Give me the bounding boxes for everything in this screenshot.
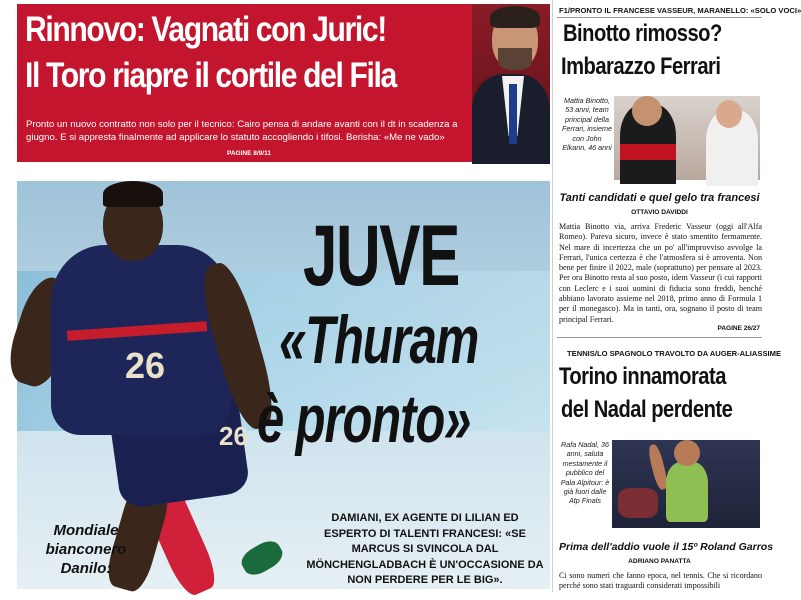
tennis-kicker: TENNIS/LO SPAGNOLO TRAVOLTO DA AUGER-ALIASSIME [567,349,782,358]
right-column [557,0,801,592]
jersey-number: 26 [125,345,166,386]
binotto-elkann-photo [614,96,760,180]
torino-banner[interactable] [17,4,550,162]
main-quote-line-1: «Thuram [279,302,479,378]
f1-headline-2: Imbarazzo Ferrari [561,53,721,80]
column-divider [552,0,553,592]
mondiale-sidebox[interactable]: Mondiale bianconero Danilo: [45,522,127,577]
tennis-byline: ADRIANO PANATTA [628,558,691,565]
f1-subhead: Tanti candidati e quel gelo tra francesi [559,192,760,204]
tennis-headline-2: del Nadal perdente [561,396,733,423]
banner-summary: Pronto un nuovo contratto non solo per il tecnico: Cairo pensa di andare avanti con il dt in scadenza a giugno. E si appresta finalmente ad applicare lo statuto accogliendo i tifosi. Berisha: «Me ne vado» [26,119,458,143]
banner-pages: PAGINE 8/9/11 [227,150,271,157]
agent-quote: DAMIANI, EX AGENTE DI LILIAN ED ESPERTO DI TALENTI FRANCESI: «SE MARCUS SI SVINCOLA DAL MÖNCHENGLADBACH È UN'OCCASIONE DA NON PERDERE PER LE BIG». [306,512,544,586]
tennis-body: Ci sono numeri che fanno epoca, nel tennis. Che si ricordano perché sono stati traguardi considerati impossibili [559,571,762,591]
banner-headline-1: Rinnovo: Vagnati con Juric! [25,10,386,49]
tennis-photo-caption: Rafa Nadal, 36 anni, saluta mestamente il pubblico del Pala Alpitour: è già fuori dalle Atp Finals [560,440,610,506]
main-headline: JUVE [303,208,460,304]
tennis-subhead: Prima dell'addio vuole il 15º Roland Garros [559,541,774,553]
f1-byline: OTTAVIO DAVIDDI [631,209,688,216]
f1-photo-caption: Mattia Binotto, 53 anni, team principal della Ferrari, insieme con John Elkann, 46 anni [562,96,612,153]
f1-body: Mattia Binotto via, arriva Frederic Vasseur (oggi all'Alfa Romeo). Pareva sicuro, invece è stato smentito fermamente. Nel mare di incertezza che un po' all'improvviso avvolge la Ferrari, l'unica certezza è che l'atmosfera si è arroventa. Non bene per finire il 2022, male (soprattutto) per pensare al 2023. Per ora Binotto resta al suo posto, idem Vasseur (i cui rapporti con Leclerc e i suoi uomini di fiducia sono freddi, benché abbiano lavorato assieme nel 2018, primo anno di Formula 1 per il monegasco). Ma in tanti, ora, sognano il posto di team principal Ferrari. [559,222,762,324]
coach-photo [472,4,550,162]
f1-kicker: F1/PRONTO IL FRANCESE VASSEUR, MARANELLO: «SOLO VOCI» [559,6,801,15]
section-divider [557,337,762,338]
tennis-headline-1: Torino innamorata [559,363,726,390]
shorts-number: 26 [219,421,248,451]
f1-kicker-rule [557,17,762,18]
f1-headline-1: Binotto rimosso? [563,20,722,47]
main-quote-line-2: è pronto» [257,381,471,457]
banner-headline-2: Il Toro riapre il cortile del Fila [25,56,396,95]
juve-main-story[interactable] [17,181,550,589]
f1-pages: PAGINE 26/27 [717,325,760,332]
nadal-photo [612,440,760,528]
